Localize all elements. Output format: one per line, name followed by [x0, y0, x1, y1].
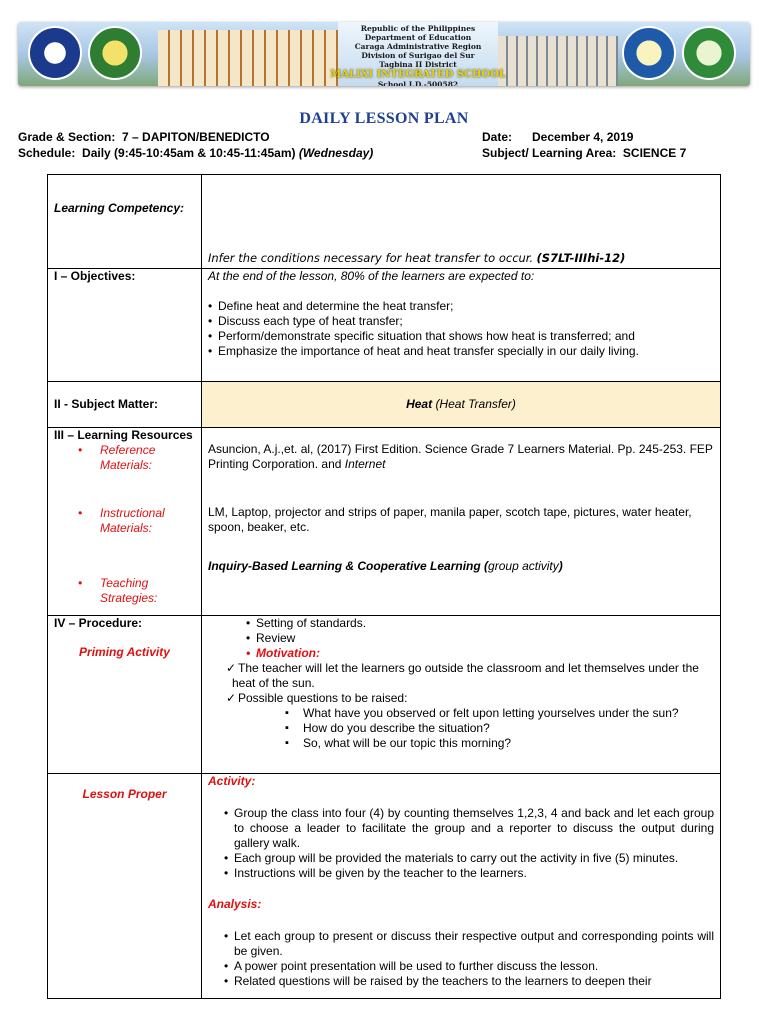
banner-line: Caraga Administrative Region	[354, 42, 482, 51]
activity-item: • Group the class into four (4) by counting themselves 1,2,3, 4 and back and let each group to choose a leader to facilitate the group and a reporter to discuss the output during gallery walk.	[234, 806, 714, 851]
analysis-label: Analysis:	[208, 897, 262, 911]
banner-line: Department of Education	[364, 33, 472, 42]
competency-code: (S7LT-IIIhi-12)	[536, 251, 626, 265]
resources-label-cell	[48, 428, 202, 616]
priming-item: • Setting of standards.	[256, 616, 712, 631]
subject-area	[482, 146, 686, 160]
objective-item: • Emphasize the importance of heat and heat transfer specially in our daily living.	[218, 344, 714, 359]
banner-heading	[318, 24, 518, 86]
reference-label-wrap: • Reference Materials:	[78, 443, 156, 472]
subject-matter-label-cell	[48, 382, 202, 428]
strategies-main: Inquiry-Based Learning & Cooperative Learning (	[208, 559, 489, 573]
activity-item: • Each group will be provided the materials to carry out the activity in five (5) minutes.	[234, 851, 714, 866]
deped-seal-logo	[28, 26, 82, 80]
strategies-paren: group activity	[488, 559, 559, 573]
activity-list	[208, 806, 714, 881]
strategies-text	[208, 559, 714, 574]
motivation-check: ✓ Possible questions to be raised:	[232, 691, 714, 706]
school-seal-logo	[682, 26, 736, 80]
grade-value: 7 – DAPITON/BENEDICTO	[122, 130, 270, 144]
objectives-list	[208, 299, 714, 359]
priming-content-cell	[202, 616, 721, 774]
competency-label-cell	[48, 175, 202, 269]
activity-item: • Instructions will be given by the teacher to the learners.	[234, 866, 714, 881]
banner-line: Republic of the Philippines	[360, 24, 476, 33]
school-banner	[18, 22, 750, 86]
objectives-label: I – Objectives:	[54, 269, 136, 283]
banner-line: Division of Surigao del Sur	[361, 51, 475, 60]
priming-label: Priming Activity	[79, 645, 170, 659]
analysis-item: • A power point presentation will be used to further discuss the lesson.	[234, 959, 714, 974]
reference-internet: Internet	[344, 457, 386, 471]
motivation-label: • Motivation:	[256, 646, 712, 661]
lesson-proper-content-cell	[202, 774, 721, 999]
question-item: ▪ So, what will be our topic this morning?	[303, 736, 714, 751]
questions-list	[208, 706, 714, 751]
analysis-list	[208, 929, 714, 989]
schedule-value: Daily (9:45-10:45am & 10:45-11:45am)	[82, 146, 296, 160]
competency-label: Learning Competency:	[54, 201, 185, 215]
strategies-label-wrap: • Teaching Strategies:	[78, 576, 158, 605]
objectives-intro: At the end of the lesson, 80% of the learners are expected to:	[208, 269, 535, 283]
lesson-proper-label-cell	[48, 774, 202, 999]
objectives-label-cell	[48, 269, 202, 382]
competency-row	[48, 175, 721, 269]
district-seal-logo	[622, 26, 676, 80]
lesson-plan-table	[47, 174, 721, 999]
instructional-label: Instructional Materials:	[100, 506, 165, 535]
lesson-proper-label: Lesson Proper	[82, 787, 167, 801]
resources-content-cell	[202, 428, 721, 616]
objective-item: • Define heat and determine the heat transfer;	[218, 299, 714, 314]
subject-label: Subject/ Learning Area:	[482, 146, 617, 160]
question-item: ▪ How do you describe the situation?	[303, 721, 714, 736]
motivation-check: ✓ The teacher will let the learners go outside the classroom and let themselves under the heat of the sun.	[232, 661, 714, 691]
resources-row	[48, 428, 721, 616]
resources-label: III – Learning Resources	[54, 428, 193, 442]
procedure-label-cell	[48, 616, 202, 774]
priming-item: • Review	[256, 631, 712, 646]
instructional-text: LM, Laptop, projector and strips of paper, manila paper, scotch tape, pictures, water heater, spoon, beaker, etc.	[208, 505, 692, 534]
subject-matter-label: II - Subject Matter:	[54, 397, 159, 411]
competency-text-cell	[202, 175, 721, 269]
subject-subtopic: (Heat Transfer)	[435, 397, 516, 411]
objective-item: • Discuss each type of heat transfer;	[218, 314, 714, 329]
page-title: DAILY LESSON PLAN	[299, 110, 469, 127]
analysis-item: • Related questions will be raised by the teachers to the learners to deepen their	[234, 974, 714, 989]
objectives-content-cell	[202, 269, 721, 382]
date-value: December 4, 2019	[532, 130, 634, 144]
instructional-label-wrap: • Instructional Materials:	[78, 506, 165, 535]
grade-section	[18, 130, 270, 144]
subject-topic: Heat	[406, 397, 433, 411]
banner-school-name: MALIXI INTEGRATED SCHOOL	[330, 69, 506, 80]
strategies-close: )	[558, 559, 563, 573]
date-label: Date:	[482, 130, 513, 144]
schedule-label: Schedule:	[18, 146, 76, 160]
subject-matter-cell	[202, 382, 721, 428]
analysis-item: • Let each group to present or discuss their respective output and corresponding points will be given.	[234, 929, 714, 959]
reference-label: Reference Materials:	[100, 443, 156, 472]
date	[482, 130, 633, 144]
lesson-proper-row	[48, 774, 721, 999]
reference-text	[208, 442, 714, 472]
banner-line: Tagbina II District	[379, 60, 457, 69]
banner-school-id: School I.D.-500582	[377, 80, 459, 86]
division-seal-logo	[88, 26, 142, 80]
priming-row	[48, 616, 721, 774]
reference-citation: Asuncion, A.j.,et. al, (2017) First Edition. Science Grade 7 Learners Material. Pp. 245-253. FEP Printing Corporation. and	[208, 442, 713, 471]
priming-list	[208, 616, 714, 661]
subject-matter-row	[48, 382, 721, 428]
school-building-image	[158, 30, 338, 86]
schedule-day: (Wednesday)	[298, 146, 374, 160]
strategies-label: Teaching Strategies:	[100, 576, 158, 605]
question-item: ▪ What have you observed or felt upon letting yourselves under the sun?	[303, 706, 714, 721]
procedure-label: IV – Procedure:	[54, 616, 143, 630]
subject-value: SCIENCE 7	[622, 146, 687, 160]
schedule	[18, 146, 373, 160]
objective-item: • Perform/demonstrate specific situation that shows how heat is transferred; and	[218, 329, 714, 344]
motivation-list	[208, 661, 714, 706]
objectives-row	[48, 269, 721, 382]
grade-label: Grade & Section:	[18, 130, 116, 144]
competency-text: Infer the conditions necessary for heat transfer to occur.	[208, 251, 534, 265]
activity-label: Activity:	[208, 774, 256, 788]
